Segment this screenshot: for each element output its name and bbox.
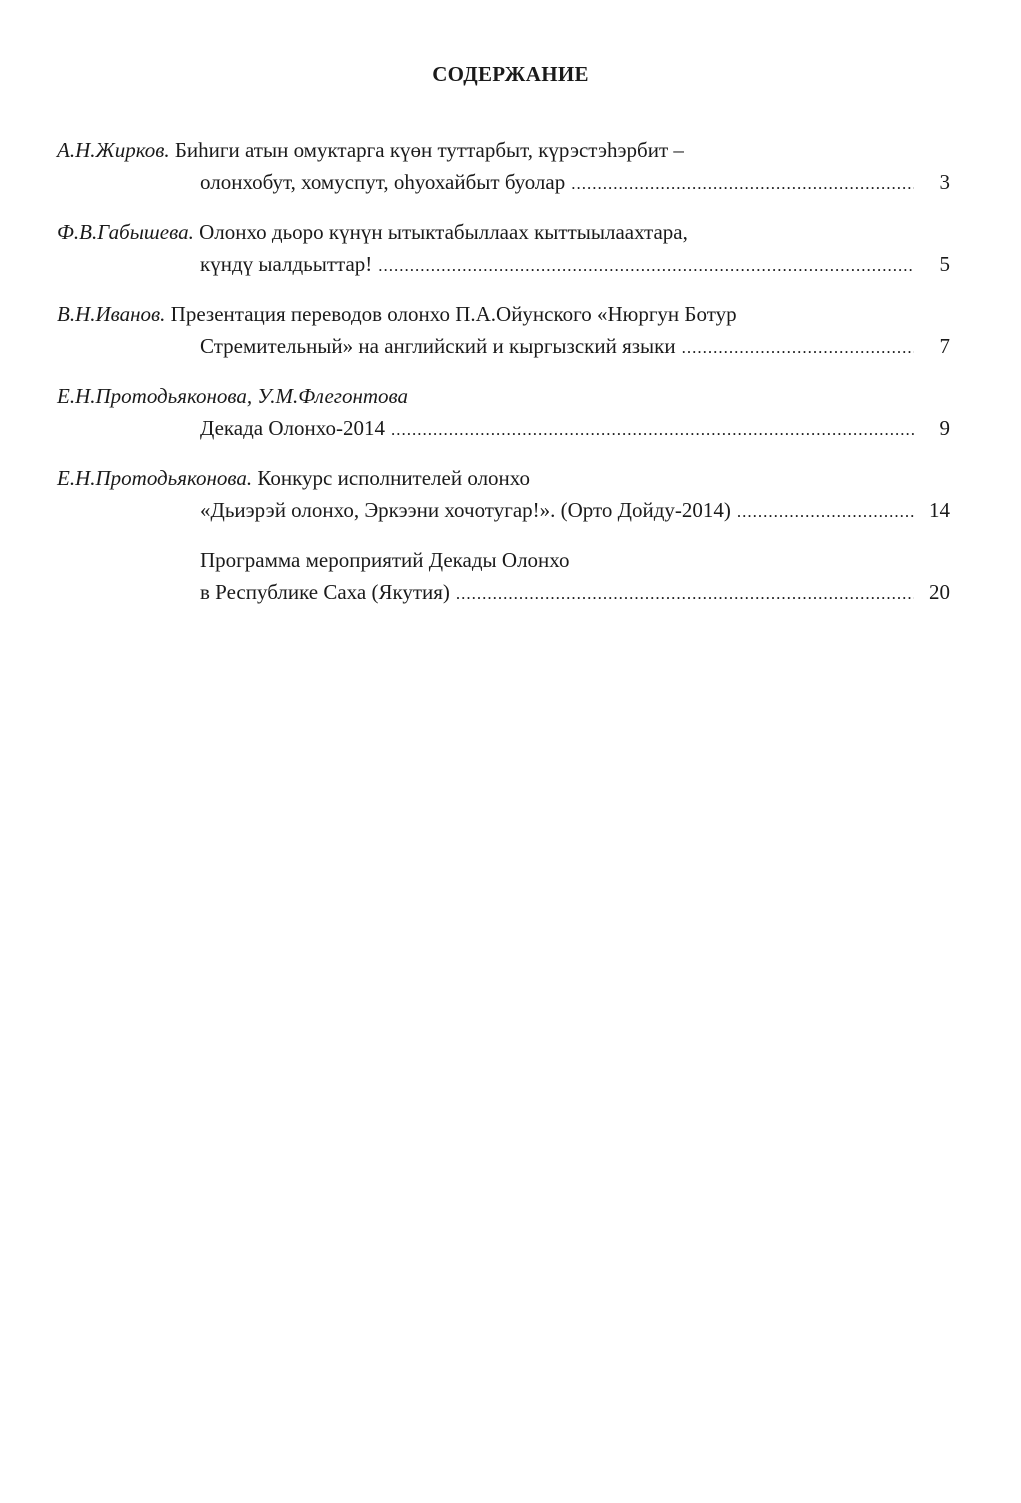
toc-entry-title-part2: в Республике Саха (Якутия) — [200, 580, 450, 604]
toc-entry-page: 3 — [939, 170, 950, 194]
toc-entry-second-line — [57, 330, 950, 364]
toc-entry-title-part1: Конкурс исполнителей олонхо — [257, 466, 530, 490]
toc-entry-title-part1: Презентация переводов олонхо П.А.Ойунского «Нюргун Ботур — [170, 302, 737, 326]
toc-entry-title-part1: Биhиги атын омуктарга күөн туттарбыт, күрэстэhэрбит – — [174, 138, 684, 162]
toc-entry-second-line — [57, 576, 950, 610]
toc-entry-author: В.Н.Иванов. — [57, 302, 166, 326]
toc-entry-page: 9 — [939, 416, 950, 440]
toc-leader-dots — [378, 250, 914, 282]
toc-entry-page: 5 — [939, 252, 950, 276]
toc-leader-dots — [737, 496, 914, 528]
toc-leader-dots — [391, 414, 914, 446]
toc-entry-first-line — [57, 216, 950, 248]
toc-leader-dots — [682, 332, 914, 364]
toc-entry-first-line — [57, 134, 950, 166]
toc-entry-first-line — [57, 462, 950, 494]
toc-entry — [57, 462, 950, 528]
toc-entry-second-line — [57, 412, 950, 446]
toc-entry — [57, 216, 950, 282]
toc-entry — [57, 544, 950, 610]
toc-entry-title-part2: Стремительный» на английский и кыргызский языки — [200, 334, 676, 358]
toc-entry-title-part2: Декада Олонхо-2014 — [200, 416, 385, 440]
toc-entry-page: 7 — [939, 334, 950, 358]
toc-leader-dots — [456, 578, 914, 610]
toc-leader-dots — [571, 168, 914, 200]
toc-entry-author: Е.Н.Протодьяконова, У.М.Флегонтова — [57, 384, 409, 408]
toc-entry-second-line — [57, 248, 950, 282]
toc-entry — [57, 380, 950, 446]
toc-entry-page: 14 — [929, 498, 950, 522]
toc-entry-first-line — [57, 380, 950, 412]
toc-list — [57, 134, 950, 626]
toc-entry-author: Ф.В.Габышева. — [57, 220, 194, 244]
toc-entry-author: Е.Н.Протодьяконова. — [57, 466, 253, 490]
toc-entry-second-line — [57, 166, 950, 200]
toc-entry-title-part1: Олонхо дьоро күнүн ытыктабыллаах кыттыылаахтара, — [199, 220, 688, 244]
toc-entry-title-part1: Программа мероприятий Декады Олонхо — [200, 548, 570, 572]
toc-entry — [57, 134, 950, 200]
toc-entry-title-part2: «Дьиэрэй олонхо, Эркээни хочотугар!». (Орто Дойду-2014) — [200, 498, 731, 522]
toc-entry-second-line — [57, 494, 950, 528]
toc-title: СОДЕРЖАНИЕ — [432, 62, 589, 86]
toc-entry-title-part2: күндү ыалдьыттар! — [200, 252, 373, 276]
toc-entry — [57, 298, 950, 364]
toc-entry-first-line — [57, 544, 950, 576]
toc-entry-author: А.Н.Жирков. — [57, 138, 170, 162]
toc-entry-title-part2: олонхобут, хомуспут, оhуохайбыт буолар — [200, 170, 566, 194]
toc-entry-page: 20 — [929, 580, 950, 604]
toc-entry-first-line — [57, 298, 950, 330]
